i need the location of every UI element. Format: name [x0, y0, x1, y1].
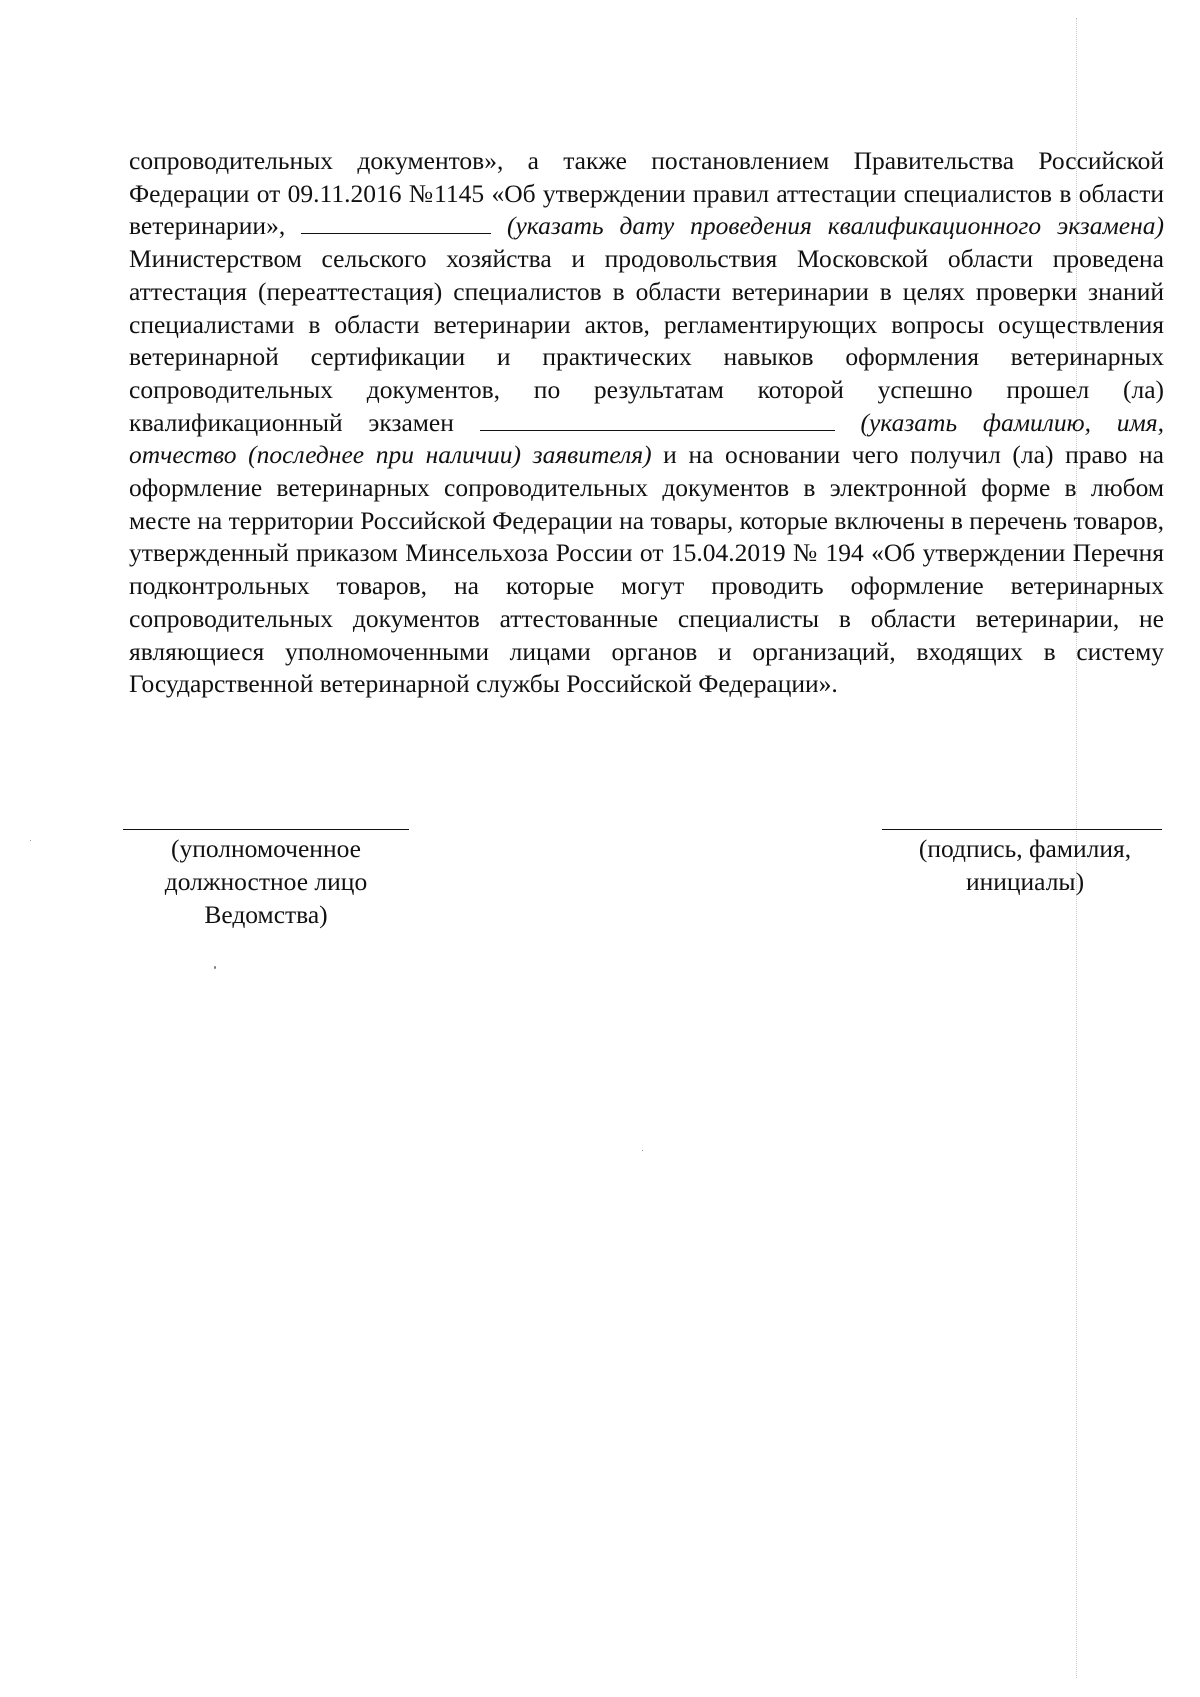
official-caption-line-1: (уполномоченное — [171, 834, 361, 863]
exam-date-blank[interactable] — [301, 210, 491, 234]
paragraph-text-2: Министерством сельского хозяйства и продовольствия Московской области проведена аттестация (переаттестация) специалистов в области ветеринарии в целях проверки знаний специалистами в области ветеринарии актов, регламентирующих вопросы осуществления ветеринарной сертификации и практических навыков оформления ветеринарных сопроводительных документов, по результатам которой успешно прошел (ла) квалификационный экзамен — [129, 244, 1164, 437]
official-signature-caption — [118, 832, 414, 931]
official-caption-line-2: должностное лицо — [164, 867, 368, 896]
scan-speck — [642, 1150, 643, 1151]
applicant-signature-line[interactable] — [882, 829, 1162, 830]
applicant-name-blank[interactable] — [480, 407, 835, 431]
applicant-name-hint: (указать фамилию, имя, отчество (последнее при наличии) заявителя) — [129, 407, 1164, 470]
applicant-signature-caption — [880, 832, 1170, 898]
applicant-caption-line-2: инициалы) — [965, 867, 1085, 896]
exam-date-hint: (указать дату проведения квалификационного экзамена) — [491, 211, 1164, 241]
official-signature-line[interactable] — [123, 829, 409, 830]
paragraph-text-1: сопроводительных документов», а также постановлением Правительства Российской Федерации от 09.11.2016 №1145 «Об утверждении правил аттестации специалистов в области ветеринарии», — [129, 146, 1164, 241]
applicant-caption-line-1: (подпись, фамилия, — [918, 834, 1132, 863]
paragraph-text-3: и на основании чего получил (ла) право на оформление ветеринарных сопроводительных документов в электронной форме в любом месте на территории Российской Федерации на товары, которые включены в перечень товаров, утвержденный приказом Минсельхоза России от 15.04.2019 № 194 «Об утверждении Перечня подконтрольных товаров, на которые могут проводить оформление ветеринарных сопроводительных документов аттестованные специалисты в области ветеринарии, не являющиеся уполномоченными лицами органов и организаций, входящих в систему Государственной ветеринарной службы Российской Федерации». — [129, 440, 1164, 699]
main-paragraph — [129, 145, 1164, 701]
official-caption-line-3: Ведомства) — [204, 900, 328, 929]
scan-speck — [214, 966, 216, 969]
scan-speck — [30, 840, 31, 841]
